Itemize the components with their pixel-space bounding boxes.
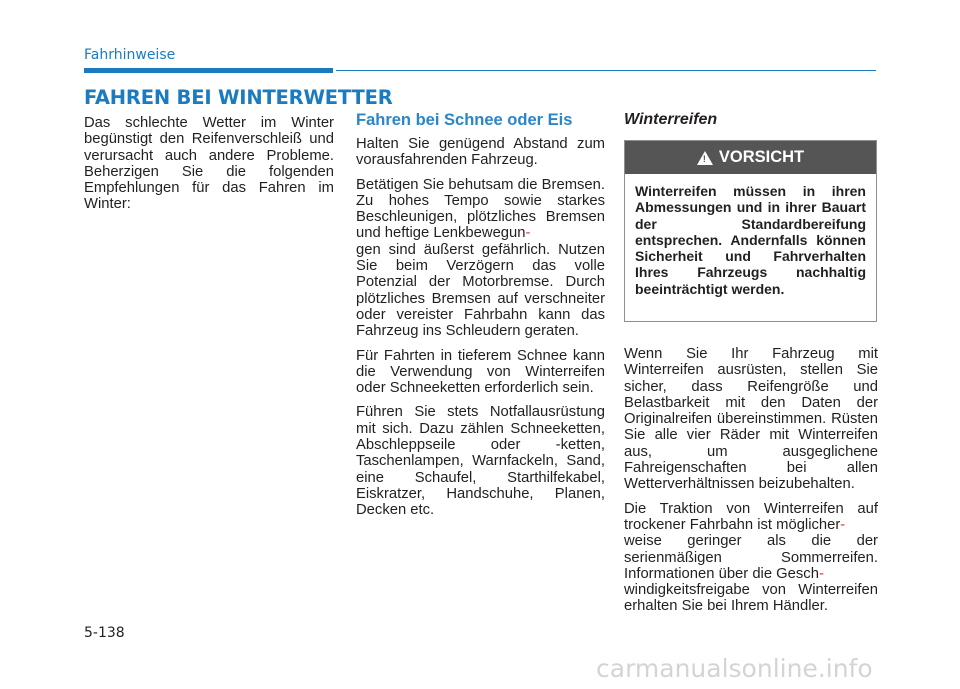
column-snow bbox=[356, 136, 605, 527]
column-tires bbox=[624, 346, 878, 623]
hyphen-mark: - bbox=[818, 565, 824, 582]
header-rule-thin bbox=[336, 70, 876, 71]
page-number: 5-138 bbox=[84, 625, 125, 641]
snow-paragraph-1: Halten Sie genügend Abstand zum vorausfahrenden Fahrzeug. bbox=[356, 136, 605, 169]
snow-p2-part2: gen sind äußerst gefährlich. Nutzen Sie beim Verzögern das volle Potenzial der Motorbremse. Durch plötzliches Bremsen auf verschneiter oder vereister Fahrbahn kann das Fahrzeug ins Schleudern geraten. bbox=[356, 241, 605, 340]
warning-header bbox=[625, 141, 876, 174]
warning-title: VORSICHT bbox=[718, 148, 805, 166]
hyphen-mark: - bbox=[840, 516, 846, 533]
warning-text: Winterreifen müssen in ihren Abmessungen und in ihrer Bauart der Standardbereifung entsprechen. Andernfalls können Sicherheit und Fahrverhalten Ihres Fahrzeugs nachhaltig beeinträchtigt werden. bbox=[635, 183, 866, 297]
snow-paragraph-2 bbox=[356, 177, 605, 340]
warning-box bbox=[624, 140, 877, 322]
header-rule-thick bbox=[84, 68, 333, 73]
section-label: Fahrhinweise bbox=[84, 47, 176, 63]
watermark: carmanualsonline.info bbox=[596, 654, 873, 683]
snow-heading: Fahren bei Schnee oder Eis bbox=[356, 111, 573, 129]
snow-p2-part1: Betätigen Sie behutsam die Bremsen. Zu hohes Tempo sowie starkes Beschleunigen, plötzliches Bremsen und heftige Lenkbewegun bbox=[356, 176, 605, 242]
intro-paragraph: Das schlechte Wetter im Winter begünstigt den Reifenverschleiß und verursacht auch andere Probleme. Beherzigen Sie die folgenden Empfehlungen für das Fahren im Winter: bbox=[84, 115, 334, 213]
hyphen-mark: - bbox=[525, 225, 531, 242]
page-title: FAHREN BEI WINTERWETTER bbox=[84, 86, 393, 109]
tires-p2-part3: windigkeitsfreigabe von Winterreifen erhalten Sie bei Ihrem Händler. bbox=[624, 582, 878, 615]
warning-triangle-icon: ! bbox=[697, 151, 713, 165]
tires-paragraph-2 bbox=[624, 501, 878, 615]
snow-paragraph-4: Führen Sie stets Notfallausrüstung mit sich. Dazu zählen Schneeketten, Abschleppseile oder -ketten, Taschenlampen, Warnfackeln, Sand, eine Schaufel, Starthilfekabel, Eiskratzer, Handschuhe, Planen, Decken etc. bbox=[356, 404, 605, 519]
tires-p2-part1: Die Traktion von Winterreifen auf trockener Fahrbahn ist möglicher bbox=[624, 500, 878, 533]
column-intro bbox=[84, 115, 334, 221]
tires-paragraph-1: Wenn Sie Ihr Fahrzeug mit Winterreifen ausrüsten, stellen Sie sicher, dass Reifengröße und Belastbarkeit mit den Daten der Originalreifen übereinstimmen. Rüsten Sie alle vier Räder mit Winterreifen aus, um ausgeglichene Fahreigenschaften bei allen Wetterverhältnissen beizubehalten. bbox=[624, 346, 878, 493]
tires-p2-part2: weise geringer als die der serienmäßigen Sommerreifen. Informationen über die Gesch bbox=[624, 533, 878, 582]
snow-paragraph-3: Für Fahrten in tieferem Schnee kann die Verwendung von Winterreifen oder Schneeketten erforderlich sein. bbox=[356, 347, 605, 397]
tires-heading: Winterreifen bbox=[624, 111, 718, 128]
